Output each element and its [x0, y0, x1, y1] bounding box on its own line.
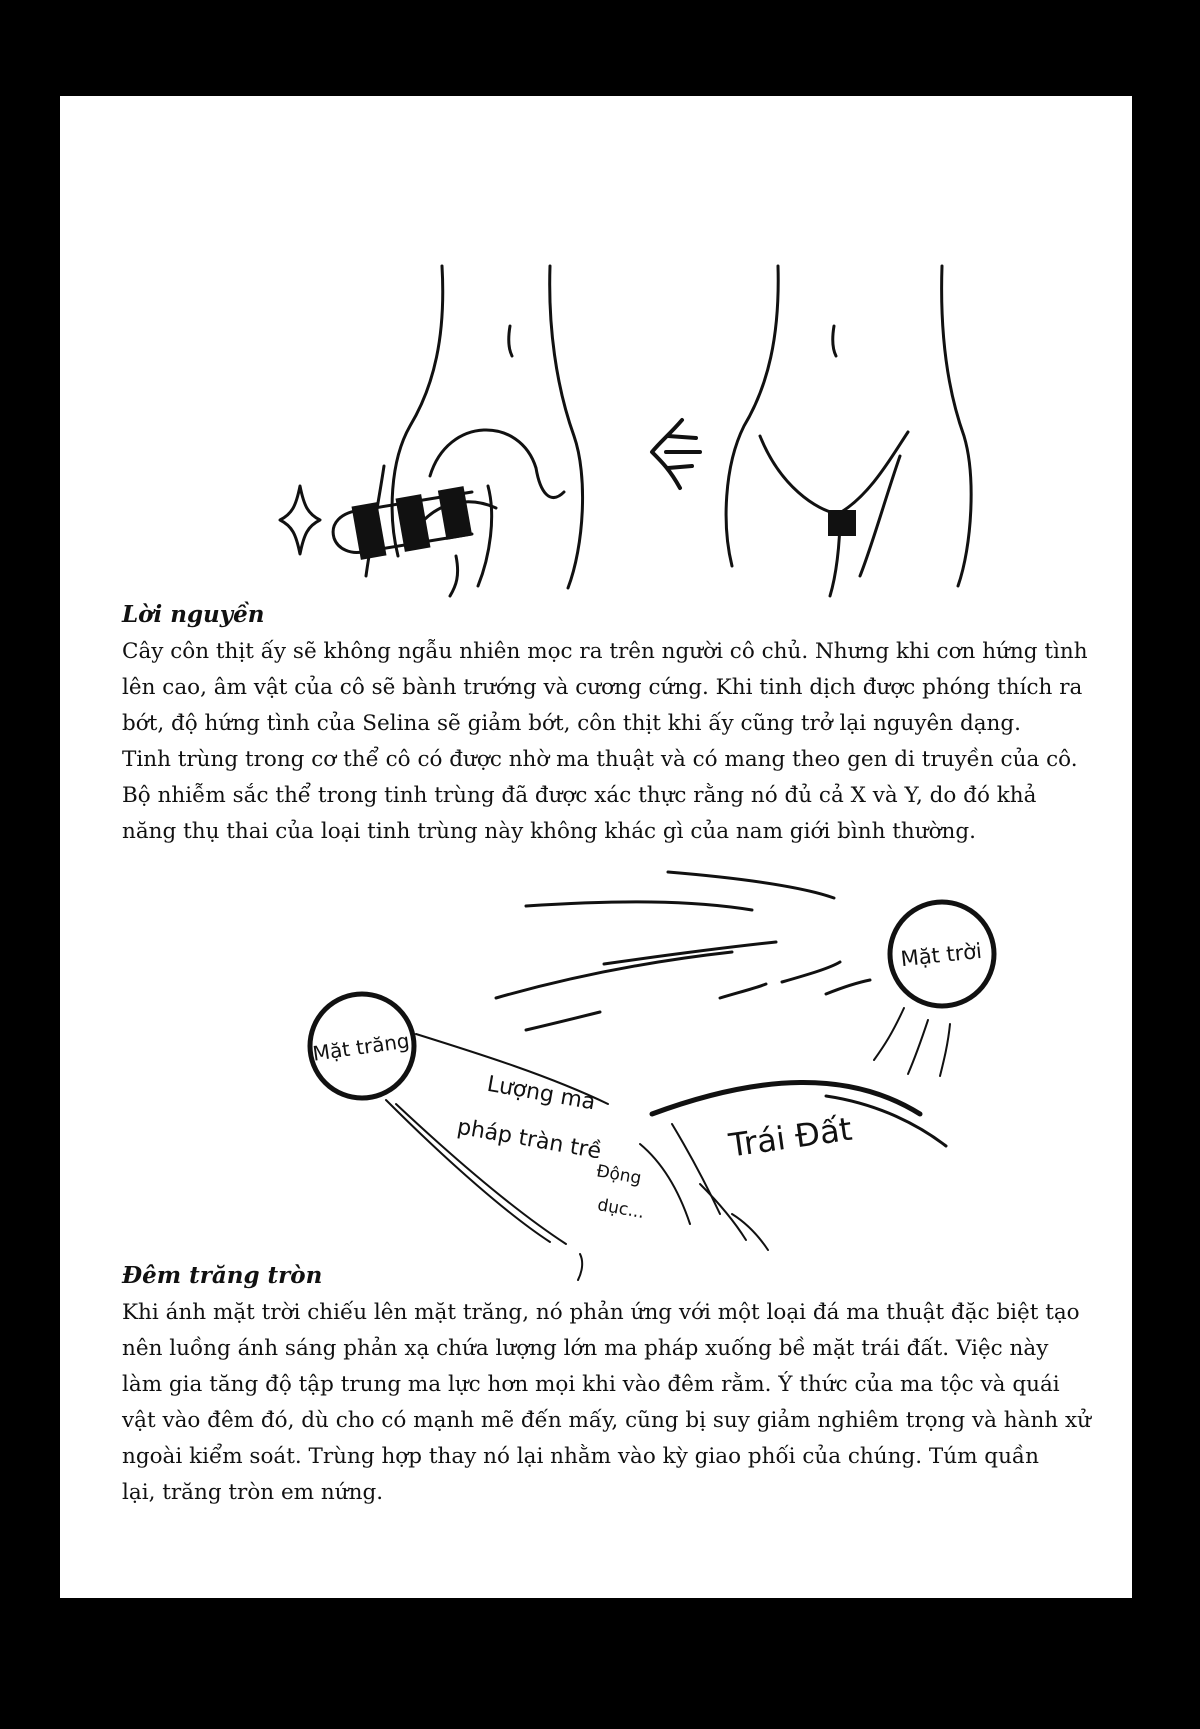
curse-line: Tinh trùng trong cơ thể cô có được nhờ ma thuật và có mang theo gen di truyền của cô.: [122, 747, 1078, 772]
full-moon-heading: Đêm trăng tròn: [122, 1262, 323, 1289]
magic-label-line1: Lượng ma: [485, 1071, 598, 1116]
curse-line: lên cao, âm vật của cô sẽ bành trướng và cương cứng. Khi tinh dịch được phóng thích ra: [122, 675, 1083, 700]
comic-page: [60, 96, 1132, 1598]
heat-label-line2: dục...: [595, 1195, 646, 1224]
curse-line: Bộ nhiễm sắc thể trong tinh trùng đã được xác thực rằng nó đủ cả X và Y, do đó khả: [122, 783, 1037, 808]
full-moon-line: Khi ánh mặt trời chiếu lên mặt trăng, nó phản ứng với một loại đá ma thuật đặc biệt tạo: [122, 1300, 1080, 1325]
magic-label-line2: pháp tràn trề: [455, 1114, 604, 1165]
heat-label-line1: Động: [594, 1161, 643, 1189]
sparkle-icon: [280, 486, 320, 554]
curse-paragraph: [122, 634, 1122, 850]
censor-bar-2: [396, 494, 431, 552]
curse-heading: Lời nguyền: [122, 601, 265, 628]
full-moon-line: ngoài kiểm soát. Trùng hợp thay nó lại nhằm vào kỳ giao phối của chúng. Túm quần: [122, 1444, 1039, 1469]
sun-label: Mặt trời: [899, 938, 984, 972]
moon-label: Mặt trăng: [311, 1028, 411, 1066]
full-moon-line: lại, trăng tròn em nứng.: [122, 1480, 384, 1505]
earth-label: Trái Đất: [726, 1109, 855, 1165]
curse-line: bớt, độ hứng tình của Selina sẽ giảm bớt, côn thịt khi ấy cũng trở lại nguyên dạng.: [122, 711, 1021, 736]
full-moon-line: nên luồng ánh sáng phản xạ chứa lượng lớn ma pháp xuống bề mặt trái đất. Việc này: [122, 1336, 1049, 1361]
curse-line: Cây côn thịt ấy sẽ không ngẫu nhiên mọc ra trên người cô chủ. Nhưng khi cơn hứng tình: [122, 639, 1088, 664]
full-moon-section: [122, 1261, 1122, 1511]
curse-section: [122, 600, 1122, 850]
full-moon-line: vật vào đêm đó, dù cho có mạnh mẽ đến mấy, cũng bị suy giảm nghiêm trọng và hành xử: [122, 1408, 1091, 1433]
light-rays: [496, 872, 870, 1030]
arrow-icon: [652, 420, 700, 488]
curse-line: năng thụ thai của loại tinh trùng này không khác gì của nam giới bình thường.: [122, 819, 976, 844]
full-moon-paragraph: [122, 1295, 1122, 1511]
full-moon-line: làm gia tăng độ tập trung ma lực hơn mọi khi vào đêm rằm. Ý thức của ma tộc và quái: [122, 1372, 1060, 1397]
right-figure-outline: [726, 266, 971, 596]
censor-square: [828, 510, 856, 536]
